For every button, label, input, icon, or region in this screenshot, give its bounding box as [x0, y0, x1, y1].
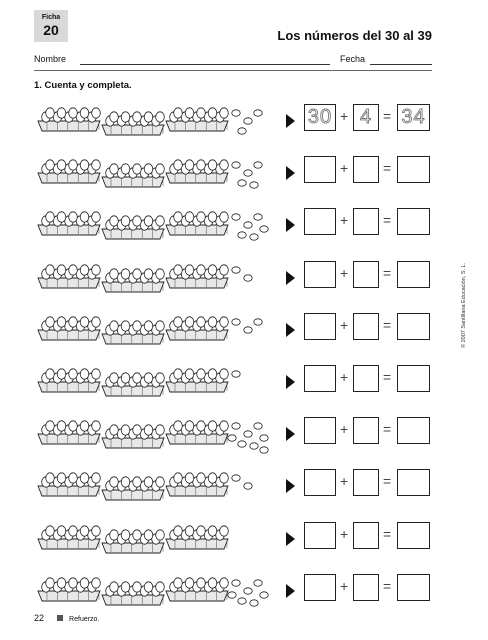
tens-answer-box[interactable]: [304, 208, 336, 235]
egg-carton-icon: [102, 112, 164, 135]
fecha-label: Fecha: [340, 54, 366, 64]
units-answer-box[interactable]: [353, 365, 379, 392]
ficha-tab: [34, 10, 68, 42]
plus-sign: +: [340, 316, 349, 333]
page-title: Los números del 30 al 39: [277, 28, 432, 43]
tens-answer-box[interactable]: [304, 417, 336, 444]
nombre-field[interactable]: [80, 64, 330, 65]
egg-carton-icon: [166, 578, 228, 601]
exercise-row: [36, 258, 436, 300]
tens-answer-box[interactable]: [304, 313, 336, 340]
loose-egg-icon: [232, 423, 240, 429]
loose-egg-icon: [244, 118, 252, 124]
loose-egg-icon: [232, 214, 240, 220]
loose-egg-icon: [232, 266, 240, 272]
page-footer: [34, 613, 99, 623]
loose-egg-icon: [244, 327, 252, 333]
loose-egg-icon: [244, 170, 252, 176]
page-number: 22: [34, 613, 45, 623]
egg-carton-icon: [102, 373, 164, 396]
loose-egg-icon: [250, 600, 258, 606]
arrow-right-icon: [286, 532, 295, 546]
loose-egg-icon: [260, 447, 268, 453]
egg-illustration: [36, 153, 276, 195]
egg-illustration: [36, 362, 276, 404]
equals-sign: =: [383, 473, 392, 490]
arrow-right-icon: [286, 584, 295, 598]
equals-sign: =: [383, 525, 392, 542]
egg-illustration: [36, 205, 276, 247]
exercise-row: [36, 466, 436, 508]
egg-illustration: [36, 519, 276, 561]
plus-sign: +: [340, 369, 349, 385]
total-answer-box[interactable]: [397, 365, 430, 392]
arrow-right-icon: [286, 427, 295, 441]
loose-egg-icon: [232, 371, 240, 377]
equals-sign: =: [383, 369, 392, 385]
egg-carton-icon: [38, 264, 100, 287]
egg-carton-icon: [102, 529, 164, 552]
total-answer-box[interactable]: [397, 261, 430, 288]
exercise-row: [36, 362, 436, 404]
loose-egg-icon: [244, 274, 252, 280]
loose-egg-icon: [232, 162, 240, 168]
exercise-row: [36, 101, 436, 143]
egg-carton-icon: [38, 212, 100, 235]
loose-egg-icon: [244, 588, 252, 594]
egg-carton-icon: [102, 216, 164, 239]
egg-carton-icon: [166, 108, 228, 131]
fecha-field[interactable]: [370, 64, 432, 65]
arrow-right-icon: [286, 479, 295, 493]
exercise-row: [36, 205, 436, 247]
header-divider: [34, 70, 432, 71]
loose-egg-icon: [238, 232, 246, 238]
loose-egg-icon: [250, 182, 258, 188]
units-answer-box[interactable]: [353, 417, 379, 444]
egg-carton-icon: [38, 525, 100, 548]
loose-egg-icon: [244, 222, 252, 228]
egg-carton-icon: [38, 473, 100, 496]
units-answer-box[interactable]: [353, 208, 379, 235]
plus-sign: +: [340, 421, 349, 438]
egg-carton-icon: [166, 525, 228, 548]
arrow-right-icon: [286, 114, 295, 128]
name-date-row: [34, 52, 432, 68]
tens-answer-box[interactable]: [304, 261, 336, 288]
total-answer-box[interactable]: [397, 469, 430, 496]
plus-sign: +: [340, 160, 349, 177]
tens-answer-box[interactable]: [304, 469, 336, 496]
equals-sign: =: [383, 264, 392, 281]
egg-illustration: [36, 414, 276, 456]
egg-illustration: [36, 466, 276, 508]
egg-carton-icon: [102, 268, 164, 291]
egg-illustration: [36, 101, 276, 143]
tens-answer-box[interactable]: [304, 156, 336, 183]
loose-egg-icon: [254, 110, 262, 116]
loose-egg-icon: [232, 580, 240, 586]
units-answer-box[interactable]: [353, 522, 379, 549]
exercise-row: [36, 519, 436, 561]
arrow-right-icon: [286, 323, 295, 337]
nombre-label: Nombre: [34, 54, 67, 64]
tens-answer-box[interactable]: [304, 574, 336, 601]
total-answer-box[interactable]: 34: [397, 104, 430, 131]
equals-sign: =: [383, 577, 392, 594]
equals-sign: =: [383, 160, 392, 177]
plus-sign: +: [340, 264, 349, 281]
egg-carton-icon: [102, 582, 164, 605]
loose-egg-icon: [244, 483, 252, 489]
loose-egg-icon: [228, 435, 236, 441]
loose-egg-icon: [254, 319, 262, 325]
loose-egg-icon: [238, 598, 246, 604]
loose-egg-icon: [254, 162, 262, 168]
egg-carton-icon: [38, 421, 100, 444]
tens-answer-box[interactable]: 30: [304, 104, 336, 131]
equals-sign: =: [383, 108, 392, 124]
units-answer-box[interactable]: 4: [353, 104, 379, 131]
exercise-row: [36, 571, 436, 613]
plus-sign: +: [340, 473, 349, 490]
egg-carton-icon: [102, 321, 164, 344]
egg-carton-icon: [102, 164, 164, 187]
equals-sign: =: [383, 316, 392, 333]
egg-illustration: [36, 571, 276, 613]
exercise-row: [36, 153, 436, 195]
footer-square-icon: [57, 615, 63, 621]
total-answer-box[interactable]: [397, 574, 430, 601]
loose-egg-icon: [228, 592, 236, 598]
loose-egg-icon: [250, 234, 258, 240]
egg-carton-icon: [166, 264, 228, 287]
copyright-notice: © 2007 Santillana Educación, S. L.: [461, 262, 467, 348]
egg-illustration: [36, 310, 276, 352]
exercise-instruction: 1. Cuenta y completa.: [34, 80, 132, 91]
egg-carton-icon: [38, 369, 100, 392]
loose-egg-icon: [260, 592, 268, 598]
plus-sign: +: [340, 525, 349, 542]
arrow-right-icon: [286, 271, 295, 285]
egg-carton-icon: [166, 473, 228, 496]
loose-egg-icon: [238, 441, 246, 447]
egg-carton-icon: [166, 212, 228, 235]
plus-sign: +: [340, 577, 349, 594]
egg-carton-icon: [38, 317, 100, 340]
loose-egg-icon: [260, 226, 268, 232]
loose-egg-icon: [260, 435, 268, 441]
loose-egg-icon: [254, 423, 262, 429]
loose-egg-icon: [238, 128, 246, 134]
arrow-right-icon: [286, 218, 295, 232]
total-answer-box[interactable]: [397, 417, 430, 444]
total-answer-box[interactable]: [397, 156, 430, 183]
ficha-label: Ficha: [41, 14, 61, 21]
units-answer-box[interactable]: [353, 261, 379, 288]
plus-sign: +: [340, 212, 349, 229]
footer-section: Refuerzo.: [69, 616, 100, 623]
units-answer-box[interactable]: [353, 156, 379, 183]
arrow-right-icon: [286, 166, 295, 180]
total-answer-box[interactable]: [397, 313, 430, 340]
loose-egg-icon: [238, 180, 246, 186]
loose-egg-icon: [232, 319, 240, 325]
egg-carton-icon: [102, 425, 164, 448]
egg-carton-icon: [166, 421, 228, 444]
egg-carton-icon: [38, 160, 100, 183]
loose-egg-icon: [232, 475, 240, 481]
plus-sign: +: [340, 108, 349, 124]
units-answer-box[interactable]: [353, 469, 379, 496]
arrow-right-icon: [286, 375, 295, 389]
exercise-row: [36, 414, 436, 456]
egg-carton-icon: [38, 578, 100, 601]
loose-egg-icon: [232, 110, 240, 116]
ficha-number: 20: [43, 22, 59, 38]
egg-carton-icon: [166, 317, 228, 340]
equals-sign: =: [383, 421, 392, 438]
egg-illustration: [36, 258, 276, 300]
loose-egg-icon: [244, 431, 252, 437]
loose-egg-icon: [254, 580, 262, 586]
tens-answer-box[interactable]: [304, 522, 336, 549]
total-answer-box[interactable]: [397, 522, 430, 549]
exercise-row: [36, 310, 436, 352]
tens-answer-box[interactable]: [304, 365, 336, 392]
units-answer-box[interactable]: [353, 313, 379, 340]
egg-carton-icon: [38, 108, 100, 131]
total-answer-box[interactable]: [397, 208, 430, 235]
egg-carton-icon: [166, 369, 228, 392]
equals-sign: =: [383, 212, 392, 229]
loose-egg-icon: [254, 214, 262, 220]
units-answer-box[interactable]: [353, 574, 379, 601]
egg-carton-icon: [102, 477, 164, 500]
loose-egg-icon: [250, 443, 258, 449]
egg-carton-icon: [166, 160, 228, 183]
